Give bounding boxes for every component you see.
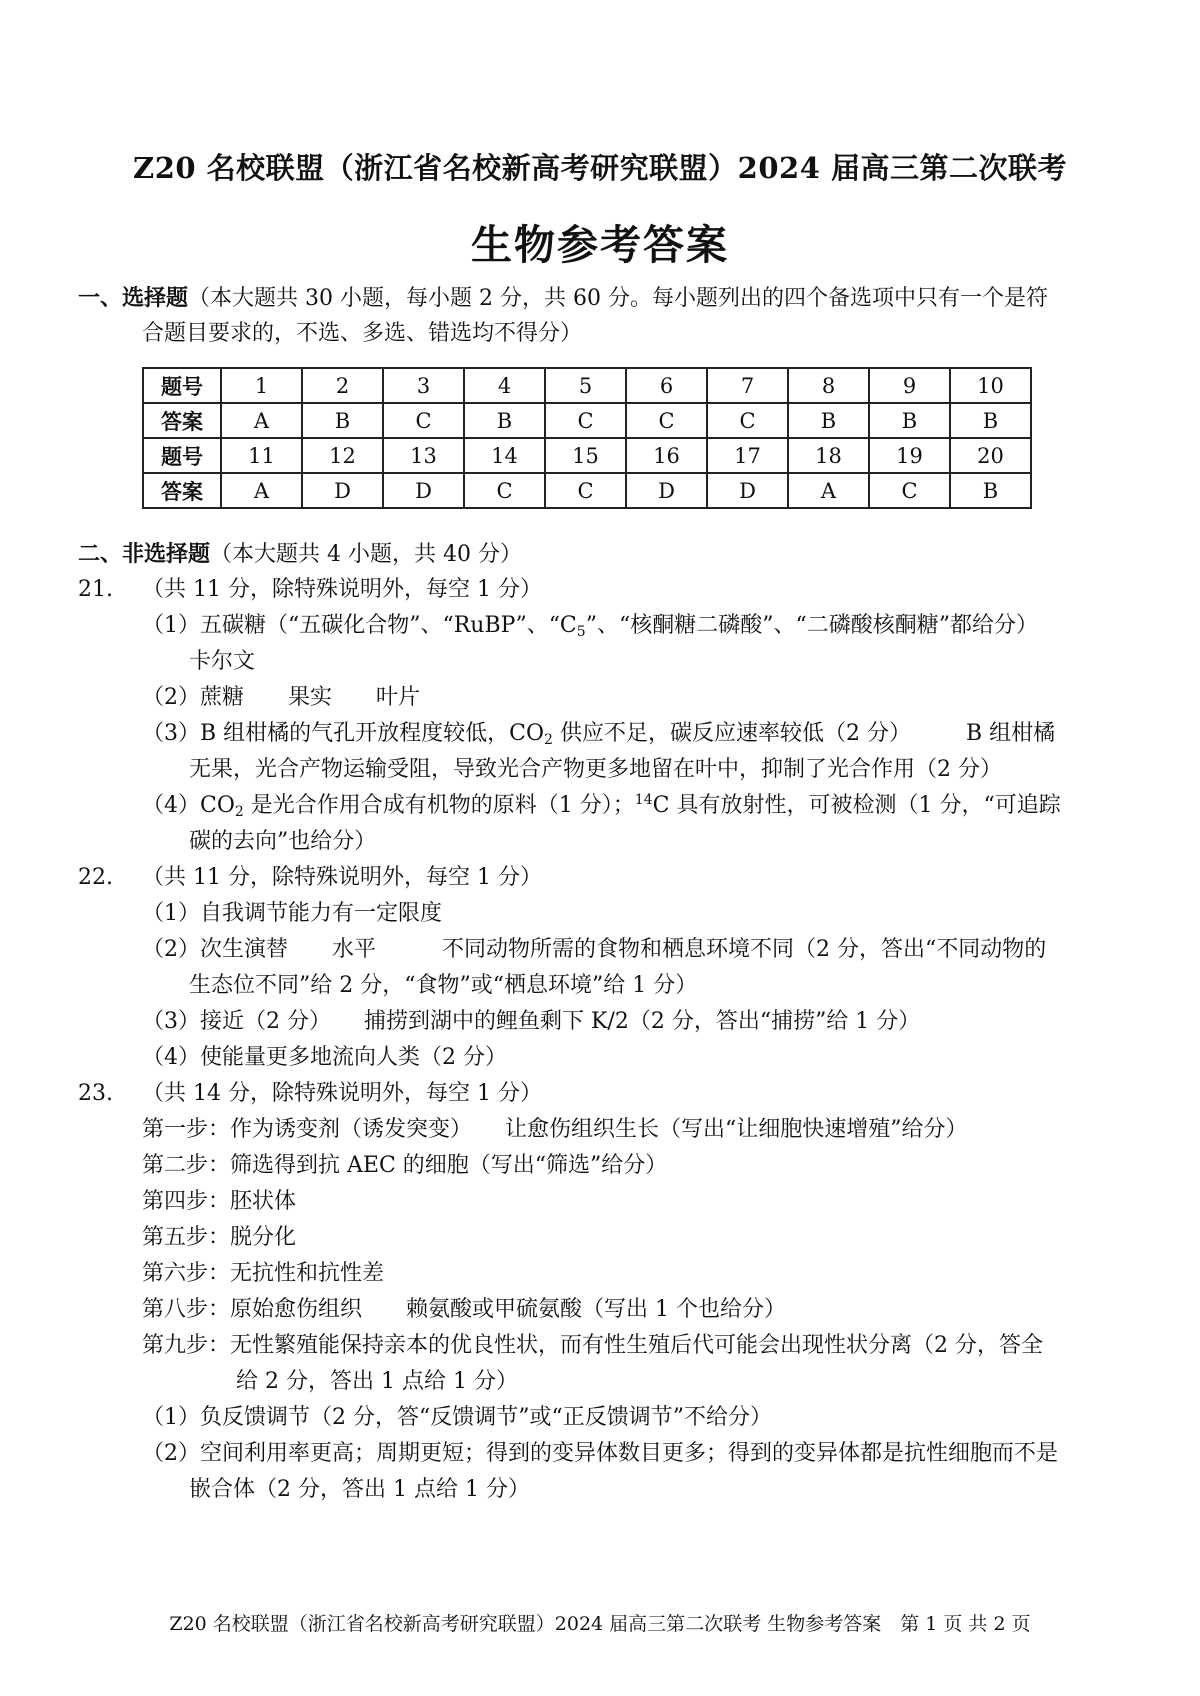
table-cell: C xyxy=(545,473,626,508)
exam-title: Z20 名校联盟（浙江省名校新高考研究联盟）2024 届高三第二次联考 xyxy=(133,151,1067,185)
q21-intro: （共 11 分，除特殊说明外，每空 1 分） xyxy=(142,577,542,602)
q23-step5: 第五步：脱分化 xyxy=(142,1225,297,1250)
section2-intro-text: （本大题共 4 小题，共 40 分） xyxy=(210,542,522,567)
table-cell: 12 xyxy=(302,438,383,473)
table-cell: 19 xyxy=(869,438,950,473)
table-cell: B xyxy=(788,403,869,438)
q21-part1-text-a: （1）五碳糖（“五碳化合物”、“RuBP”、“C xyxy=(142,613,577,638)
table-cell: 11 xyxy=(221,438,302,473)
q21-part1 xyxy=(142,608,1038,644)
table-cell: 7 xyxy=(707,368,788,403)
q23-step8: 第八步：原始愈伤组织 赖氨酸或甲硫氨酸（写出 1 个也给分） xyxy=(142,1297,786,1322)
q21-part1-line2: 卡尔文 xyxy=(189,649,256,674)
section2-intro xyxy=(78,536,1128,573)
table-cell: D xyxy=(302,473,383,508)
q23-step9: 第九步：无性繁殖能保持亲本的优良性状，而有性生殖后代可能会出现性状分离（2 分，答全 xyxy=(142,1333,1043,1358)
q21-part3 xyxy=(142,716,1055,752)
table-cell: D xyxy=(707,473,788,508)
q23-part2: （2）空间利用率更高；周期更短；得到的变异体数目更多；得到的变异体都是抗性细胞而不是 xyxy=(142,1441,1059,1466)
table-cell: A xyxy=(788,473,869,508)
q22-part3: （3）接近（2 分） 捕捞到湖中的鲤鱼剩下 K/2（2 分，答出“捕捞”给 1 分） xyxy=(142,1009,921,1034)
q21-part1-text-b: ”、“核酮糖二磷酸”、“二磷酸核酮糖”都给分） xyxy=(585,613,1038,638)
table-cell: 8 xyxy=(788,368,869,403)
page-footer: Z20 名校联盟（浙江省名校新高考研究联盟）2024 届高三第二次联考 生物参考答案 第 1 页 共 2 页 xyxy=(169,1613,1031,1635)
q22-intro: （共 11 分，除特殊说明外，每空 1 分） xyxy=(142,865,542,890)
table-cell: 16 xyxy=(626,438,707,473)
q23-step1: 第一步：作为诱变剂（诱发突变） 让愈伤组织生长（写出“让细胞快速增殖”给分） xyxy=(142,1117,968,1142)
table-cell: 15 xyxy=(545,438,626,473)
table-cell: C xyxy=(707,403,788,438)
table-cell: C xyxy=(869,473,950,508)
q21-part4-text-c: C 具有放射性，可被检测（1 分，“可追踪 xyxy=(652,793,1061,818)
q22-number: 22. xyxy=(78,865,113,890)
q22-part2: （2）次生演替 水平 不同动物所需的食物和栖息环境不同（2 分，答出“不同动物的 xyxy=(142,937,1047,962)
q21-part4-line2: 碳的去向”也给分） xyxy=(189,829,377,854)
table-cell: B xyxy=(950,403,1031,438)
q23-step9-line2: 给 2 分，答出 1 点给 1 分） xyxy=(236,1369,518,1394)
table-cell: A xyxy=(221,403,302,438)
section1-intro-line1: （本大题共 30 小题，每小题 2 分，共 60 分。每小题列出的四个备选项中只有一个是符 xyxy=(188,286,1048,311)
q21-part3-text-b: 供应不足，碳反应速率较低（2 分） B 组柑橘 xyxy=(552,721,1056,746)
section2-heading: 二、非选择题 xyxy=(78,541,211,567)
table-header-label: 题号 xyxy=(143,438,221,473)
table-row-answers-1 xyxy=(143,403,1031,438)
table-cell: 14 xyxy=(464,438,545,473)
q21-part4-superscript: 14 xyxy=(634,792,653,808)
table-cell: B xyxy=(464,403,545,438)
q23-number: 23. xyxy=(78,1081,113,1106)
table-cell: 1 xyxy=(221,368,302,403)
table-cell: 17 xyxy=(707,438,788,473)
q21-part4-subscript: 2 xyxy=(234,804,244,820)
q22-part2-line2: 生态位不同”给 2 分，“食物”或“栖息环境”给 1 分） xyxy=(189,973,698,998)
table-cell: C xyxy=(383,403,464,438)
q21-part3-text-a: （3）B 组柑橘的气孔开放程度较低，CO xyxy=(142,721,545,746)
table-cell: 20 xyxy=(950,438,1031,473)
q21-part2: （2）蔗糖 果实 叶片 xyxy=(142,685,420,710)
table-cell: 9 xyxy=(869,368,950,403)
q23-part1: （1）负反馈调节（2 分，答“反馈调节”或“正反馈调节”不给分） xyxy=(142,1405,772,1430)
table-cell: 6 xyxy=(626,368,707,403)
table-cell: D xyxy=(626,473,707,508)
table-cell: B xyxy=(869,403,950,438)
table-cell: A xyxy=(221,473,302,508)
q23-step6: 第六步：无抗性和抗性差 xyxy=(142,1261,385,1286)
section1-heading: 一、选择题 xyxy=(78,285,189,311)
table-cell: C xyxy=(626,403,707,438)
table-cell: 10 xyxy=(950,368,1031,403)
table-row-numbers-1 xyxy=(143,368,1031,403)
table-row-answers-2 xyxy=(143,473,1031,508)
table-cell: C xyxy=(464,473,545,508)
table-row-numbers-2 xyxy=(143,438,1031,473)
table-cell: C xyxy=(545,403,626,438)
page-title: 生物参考答案 xyxy=(471,221,729,269)
table-answer-label: 答案 xyxy=(143,473,221,508)
q22-part1: （1）自我调节能力有一定限度 xyxy=(142,901,442,926)
q21-part1-subscript: 5 xyxy=(576,624,586,640)
table-cell: D xyxy=(383,473,464,508)
q21-part4 xyxy=(142,788,1061,824)
table-cell: 3 xyxy=(383,368,464,403)
table-cell: 4 xyxy=(464,368,545,403)
table-cell: 5 xyxy=(545,368,626,403)
q21-part3-subscript: 2 xyxy=(544,732,553,748)
table-cell: 18 xyxy=(788,438,869,473)
table-cell: B xyxy=(950,473,1031,508)
q23-part2-line2: 嵌合体（2 分，答出 1 点给 1 分） xyxy=(189,1477,530,1502)
q21-part4-text-b: 是光合作用合成有机物的原料（1 分）； xyxy=(243,793,635,818)
q23-step2: 第二步：筛选得到抗 AEC 的细胞（写出“筛选”给分） xyxy=(142,1153,668,1178)
table-cell: 2 xyxy=(302,368,383,403)
q23-intro: （共 14 分，除特殊说明外，每空 1 分） xyxy=(142,1081,542,1106)
section1-intro-line2: 合题目要求的，不选、多选、错选均不得分） xyxy=(142,321,583,346)
q21-part4-text-a: （4）CO xyxy=(142,793,235,818)
section1-intro xyxy=(78,280,1128,317)
table-cell: B xyxy=(302,403,383,438)
q23-step4: 第四步：胚状体 xyxy=(142,1189,297,1214)
q21-part3-line2: 无果，光合产物运输受阻，导致光合产物更多地留在叶中，抑制了光合作用（2 分） xyxy=(189,757,1002,782)
q21-number: 21. xyxy=(78,577,113,602)
answer-table xyxy=(142,367,1032,509)
table-answer-label: 答案 xyxy=(143,403,221,438)
table-cell: 13 xyxy=(383,438,464,473)
table-header-label: 题号 xyxy=(143,368,221,403)
q22-part4: （4）使能量更多地流向人类（2 分） xyxy=(142,1045,507,1070)
